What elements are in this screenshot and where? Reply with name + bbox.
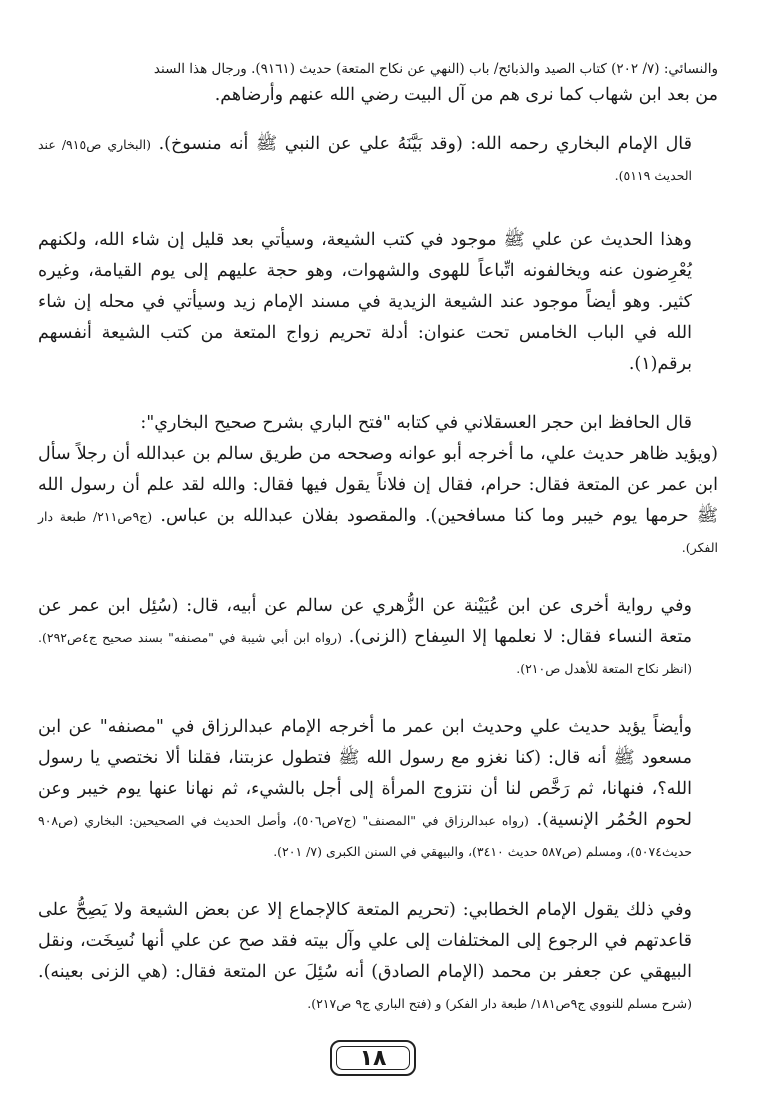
section4-reference: (رواه ابن أبي شيبة في "مصنفه" بسند صحيح ج٤ص٢٩٢). (انظر نكاح المتعة للأهدل ص٢١٠). (38, 630, 692, 676)
top-reference: والنسائي: (٧/ ٢٠٢) كتاب الصيد والذبائح/ باب (النهي عن نكاح المتعة) حديث (٩١٦١). ورجال هذا السند (153, 61, 718, 77)
page-body (38, 58, 718, 1019)
intro-text: من بعد ابن شهاب كما نرى هم من آل البيت رضي الله عنهم وأرضاهم. (214, 85, 718, 105)
section6-text: وفي ذلك يقول الإمام الخطابي: (تحريم المتعة كالإجماع إلا عن بعض الشيعة ولا يَصِحُّ على قاعدتهم في الرجوع إلى المختلفات إلى علي وآل بيته فقد صح عن علي أنها نُسِخَت، ونقل البيهقي عن جعفر بن محمد (الإمام الصادق) أنه سُئِلَ عن المتعة فقال: (هي الزنى بعينه). (38, 900, 692, 982)
section3-paragraph (38, 439, 718, 563)
section1-reference: (البخاري ص٩١٥/ عند الحديث ٥١١٩). (38, 137, 692, 183)
section3-reference: (ج٩ص٢١١/ طبعة دار الفكر). (38, 509, 718, 555)
section5-reference: (رواه عبدالرزاق في "المصنف" (ج٧ص٥٠٦)، وأصل الحديث في الصحيحين: البخاري (ص٩٠٨ حديث٥٠٧٤)، ومسلم (ص٥٨٧ حديث ٣٤١٠)، والبيهقي في السنن الكبرى (٧/ ٢٠١). (38, 813, 692, 859)
section3-text: (ويؤيد ظاهر حديث علي، ما أخرجه أبو عوانه وصححه من طريق سالم بن عبدالله أن رجلاً سأل ابن عمر عن المتعة فقال: حرام، فقال إن فلاناً يقول فيها فقال: والله لقد علم أن رسول الله ﷺ حرمها يوم خيبر وما كنا مسافحين). والمقصود بفلان عبدالله بن عباس. (38, 444, 718, 526)
section3-heading: قال الحافظ ابن حجر العسقلاني في كتابه "فتح الباري بشرح صحيح البخاري": (140, 413, 692, 433)
section5-text: وأيضاً يؤيد حديث علي وحديث ابن عمر ما أخرجه الإمام عبدالرزاق في "مصنفه" عن ابن مسعود ﷺ أنه قال: (كنا نغزو مع رسول الله ﷺ فتطول عزبتنا، فقلنا ألا نختصي يا رسول الله؟، فنهانا، ثم رَخَّص لنا أن نتزوج المرأة إلى أجل بالشيء، ثم نهانا عنها يوم خيبر وعن لحوم الحُمُر الإنسية). (38, 717, 692, 830)
section5-paragraph (38, 712, 718, 867)
section1-text: قال الإمام البخاري رحمه الله: (وقد بَيَّنَهُ علي عن النبي ﷺ أنه منسوخ). (158, 134, 692, 154)
section6-paragraph (38, 895, 718, 1019)
section4-text: وفي رواية أخرى عن ابن عُيَيْنة عن الزُّهري عن سالم عن أبيه، قال: (سُئِل ابن عمر عن متعة النساء فقال: لا نعلمها إلا السِفاح (الزنى). (38, 596, 692, 647)
page-number-frame (330, 1040, 416, 1076)
page-number: ١٨ (359, 1045, 387, 1071)
section4-paragraph (38, 591, 718, 684)
section6-reference: (شرح مسلم للنووي ج٩ص١٨١/ طبعة دار الفكر) و (فتح الباري ج٩ ص٢١٧). (307, 996, 692, 1011)
section1-paragraph (38, 129, 718, 191)
section2-paragraph: وهذا الحديث عن علي ﷺ موجود في كتب الشيعة، وسيأتي بعد قليل إن شاء الله، ولكنهم يُعْرِضون عنه ويخالفونه اتِّباعاً للهوى والشهوات، وهو حجة عليهم إلى يوم القيامة، وغيره كثير. وهو أيضاً موجود عند الشيعة الزيدية في مسند الإمام زيد وسيأتي في محله إن شاء الله في الباب الخامس تحت عنوان: أدلة تحريم زواج المتعة من كتب الشيعة أنفسهم برقم(١). (38, 230, 692, 374)
